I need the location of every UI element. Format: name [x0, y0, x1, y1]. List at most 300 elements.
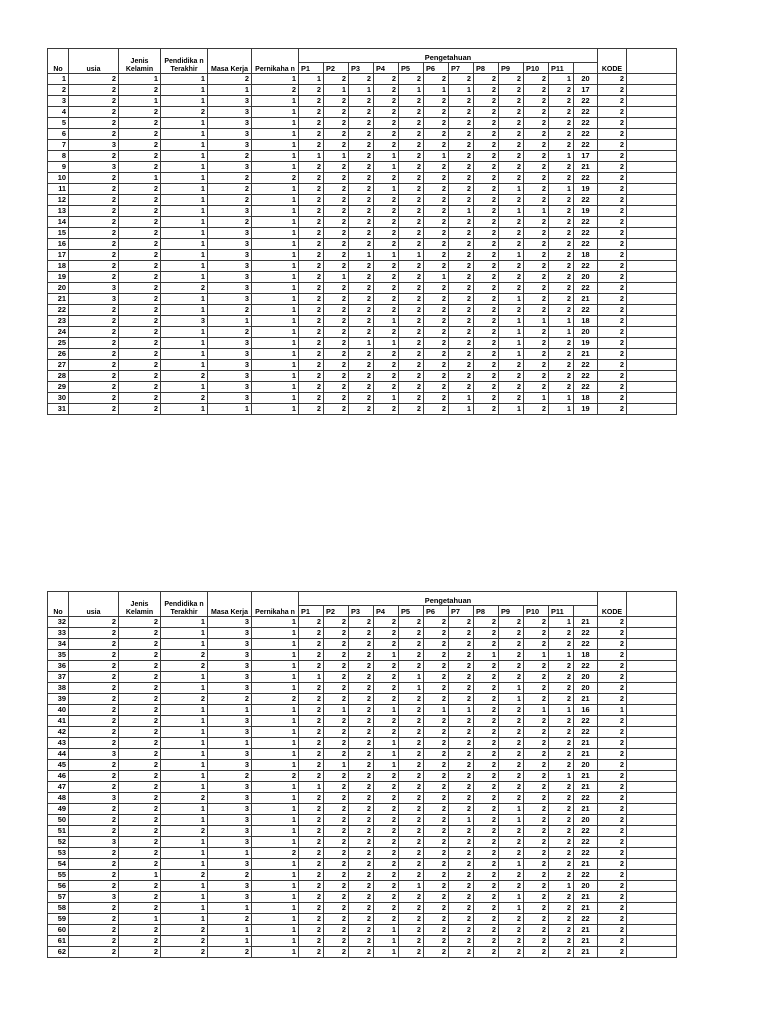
cell-p9: 1 [499, 903, 524, 914]
cell-p1: 1 [299, 782, 324, 793]
cell-p5: 2 [399, 96, 424, 107]
cell-p6: 2 [424, 694, 449, 705]
cell-total: 22 [574, 661, 598, 672]
cell-p7: 2 [449, 936, 474, 947]
cell-p7: 2 [449, 140, 474, 151]
cell-usia: 2 [69, 85, 119, 96]
cell-p10: 2 [524, 283, 549, 294]
cell-jenis-kelamin: 2 [119, 239, 161, 250]
cell-p6: 2 [424, 628, 449, 639]
cell-masa-kerja: 3 [208, 650, 252, 661]
cell-no: 54 [48, 859, 69, 870]
cell-masa-kerja: 3 [208, 140, 252, 151]
cell-p5: 2 [399, 694, 424, 705]
cell-pendidikan: 1 [161, 250, 208, 261]
cell-jenis-kelamin: 2 [119, 217, 161, 228]
cell-p11: 2 [549, 129, 574, 140]
cell-kode: 2 [598, 74, 627, 85]
table-row [48, 727, 677, 738]
cell-total: 21 [574, 694, 598, 705]
cell-p8: 2 [474, 382, 499, 393]
cell-p11: 2 [549, 870, 574, 881]
cell-p2: 2 [324, 349, 349, 360]
cell-p11: 2 [549, 338, 574, 349]
cell-p6: 2 [424, 129, 449, 140]
cell-p4: 2 [374, 305, 399, 316]
cell-total: 20 [574, 74, 598, 85]
cell-p2: 2 [324, 206, 349, 217]
header-item-p5: P5 [399, 606, 424, 617]
cell-p1: 2 [299, 837, 324, 848]
cell-p4: 2 [374, 85, 399, 96]
cell-p9: 2 [499, 239, 524, 250]
cell-p6: 2 [424, 804, 449, 815]
cell-p2: 2 [324, 848, 349, 859]
cell-masa-kerja: 3 [208, 617, 252, 628]
cell-p5: 2 [399, 639, 424, 650]
cell-p3: 2 [349, 639, 374, 650]
cell-p2: 2 [324, 250, 349, 261]
cell-jenis-kelamin: 2 [119, 305, 161, 316]
cell-blank [627, 228, 677, 239]
cell-p1: 2 [299, 793, 324, 804]
cell-pendidikan: 2 [161, 826, 208, 837]
cell-p1: 2 [299, 305, 324, 316]
data-table-2 [47, 591, 677, 958]
header-jenis-kelamin: Jenis Kelamin [119, 592, 161, 617]
cell-no: 15 [48, 228, 69, 239]
cell-p11: 2 [549, 936, 574, 947]
cell-p4: 2 [374, 217, 399, 228]
cell-p3: 2 [349, 661, 374, 672]
cell-p4: 2 [374, 892, 399, 903]
cell-pendidikan: 1 [161, 705, 208, 716]
cell-total: 21 [574, 162, 598, 173]
cell-p9: 2 [499, 925, 524, 936]
cell-blank [627, 151, 677, 162]
cell-blank [627, 859, 677, 870]
cell-jenis-kelamin: 2 [119, 617, 161, 628]
cell-kode: 2 [598, 250, 627, 261]
cell-p11: 1 [549, 650, 574, 661]
cell-p1: 2 [299, 272, 324, 283]
cell-jenis-kelamin: 1 [119, 74, 161, 85]
cell-p6: 1 [424, 272, 449, 283]
cell-p3: 2 [349, 349, 374, 360]
cell-p4: 2 [374, 881, 399, 892]
cell-kode: 2 [598, 672, 627, 683]
cell-pernikahan: 1 [252, 837, 299, 848]
cell-p5: 2 [399, 716, 424, 727]
cell-p7: 2 [449, 338, 474, 349]
header-pernikahan: Pernikaha n [252, 592, 299, 617]
cell-p3: 2 [349, 140, 374, 151]
header-total [574, 606, 598, 617]
cell-blank [627, 305, 677, 316]
cell-p6: 2 [424, 96, 449, 107]
cell-p2: 2 [324, 404, 349, 415]
cell-p10: 2 [524, 661, 549, 672]
cell-p1: 2 [299, 239, 324, 250]
cell-p6: 2 [424, 617, 449, 628]
cell-no: 2 [48, 85, 69, 96]
cell-blank [627, 294, 677, 305]
cell-p11: 2 [549, 195, 574, 206]
cell-p10: 2 [524, 184, 549, 195]
cell-p2: 2 [324, 118, 349, 129]
cell-blank [627, 903, 677, 914]
cell-p11: 1 [549, 327, 574, 338]
table-row [48, 826, 677, 837]
cell-kode: 2 [598, 360, 627, 371]
cell-p4: 1 [374, 947, 399, 958]
table-row [48, 360, 677, 371]
header-item-p3: P3 [349, 63, 374, 74]
cell-p1: 2 [299, 738, 324, 749]
cell-p6: 2 [424, 793, 449, 804]
cell-p1: 2 [299, 184, 324, 195]
cell-pendidikan: 1 [161, 195, 208, 206]
header-item-p10: P10 [524, 63, 549, 74]
table-row [48, 151, 677, 162]
header-blank [627, 592, 677, 617]
cell-p6: 2 [424, 404, 449, 415]
cell-p8: 2 [474, 85, 499, 96]
cell-p9: 2 [499, 771, 524, 782]
cell-no: 47 [48, 782, 69, 793]
cell-p4: 2 [374, 349, 399, 360]
cell-blank [627, 338, 677, 349]
table-row [48, 859, 677, 870]
cell-p4: 1 [374, 338, 399, 349]
cell-jenis-kelamin: 2 [119, 892, 161, 903]
cell-jenis-kelamin: 2 [119, 716, 161, 727]
cell-pendidikan: 1 [161, 228, 208, 239]
cell-p9: 2 [499, 272, 524, 283]
cell-total: 22 [574, 639, 598, 650]
cell-total: 22 [574, 118, 598, 129]
cell-p3: 2 [349, 848, 374, 859]
cell-no: 12 [48, 195, 69, 206]
cell-masa-kerja: 1 [208, 925, 252, 936]
cell-p4: 2 [374, 173, 399, 184]
cell-p5: 2 [399, 184, 424, 195]
cell-p6: 2 [424, 848, 449, 859]
cell-usia: 2 [69, 947, 119, 958]
cell-masa-kerja: 1 [208, 316, 252, 327]
cell-usia: 2 [69, 272, 119, 283]
cell-p1: 2 [299, 661, 324, 672]
cell-p6: 2 [424, 349, 449, 360]
cell-pendidikan: 1 [161, 639, 208, 650]
cell-pendidikan: 1 [161, 892, 208, 903]
table-row [48, 250, 677, 261]
cell-kode: 2 [598, 639, 627, 650]
cell-p4: 2 [374, 382, 399, 393]
cell-p1: 2 [299, 349, 324, 360]
cell-no: 5 [48, 118, 69, 129]
cell-p5: 2 [399, 360, 424, 371]
table-row [48, 947, 677, 958]
cell-pendidikan: 1 [161, 118, 208, 129]
cell-p7: 2 [449, 661, 474, 672]
cell-usia: 2 [69, 738, 119, 749]
cell-total: 22 [574, 173, 598, 184]
cell-p2: 2 [324, 804, 349, 815]
header-pernikahan: Pernikaha n [252, 49, 299, 74]
cell-p9: 2 [499, 382, 524, 393]
cell-p6: 2 [424, 947, 449, 958]
cell-blank [627, 705, 677, 716]
cell-p11: 2 [549, 239, 574, 250]
cell-no: 61 [48, 936, 69, 947]
cell-p11: 2 [549, 661, 574, 672]
cell-kode: 2 [598, 628, 627, 639]
cell-p3: 2 [349, 771, 374, 782]
cell-p5: 2 [399, 903, 424, 914]
cell-pendidikan: 1 [161, 672, 208, 683]
cell-pendidikan: 1 [161, 848, 208, 859]
cell-p5: 2 [399, 837, 424, 848]
cell-p4: 1 [374, 162, 399, 173]
cell-jenis-kelamin: 2 [119, 650, 161, 661]
cell-pendidikan: 2 [161, 870, 208, 881]
cell-usia: 2 [69, 661, 119, 672]
cell-p7: 2 [449, 96, 474, 107]
cell-p2: 2 [324, 327, 349, 338]
cell-p3: 2 [349, 327, 374, 338]
cell-p2: 2 [324, 859, 349, 870]
cell-usia: 2 [69, 881, 119, 892]
cell-usia: 2 [69, 228, 119, 239]
cell-p2: 1 [324, 760, 349, 771]
cell-jenis-kelamin: 2 [119, 859, 161, 870]
cell-p10: 2 [524, 749, 549, 760]
cell-p5: 2 [399, 859, 424, 870]
table-row [48, 804, 677, 815]
header-item-p11: P11 [549, 606, 574, 617]
cell-total: 22 [574, 848, 598, 859]
cell-pernikahan: 1 [252, 815, 299, 826]
cell-p7: 2 [449, 683, 474, 694]
cell-p4: 1 [374, 705, 399, 716]
cell-p3: 2 [349, 382, 374, 393]
cell-p10: 2 [524, 815, 549, 826]
cell-p3: 2 [349, 815, 374, 826]
cell-no: 32 [48, 617, 69, 628]
cell-masa-kerja: 3 [208, 639, 252, 650]
cell-p9: 1 [499, 206, 524, 217]
cell-pendidikan: 1 [161, 294, 208, 305]
cell-kode: 2 [598, 804, 627, 815]
cell-pernikahan: 1 [252, 162, 299, 173]
cell-kode: 2 [598, 903, 627, 914]
cell-kode: 2 [598, 716, 627, 727]
cell-jenis-kelamin: 2 [119, 683, 161, 694]
cell-blank [627, 650, 677, 661]
cell-p3: 2 [349, 914, 374, 925]
cell-p7: 2 [449, 74, 474, 85]
cell-p10: 2 [524, 96, 549, 107]
cell-p5: 2 [399, 382, 424, 393]
cell-p6: 2 [424, 239, 449, 250]
cell-blank [627, 173, 677, 184]
cell-p4: 2 [374, 261, 399, 272]
cell-p7: 2 [449, 360, 474, 371]
cell-p7: 2 [449, 382, 474, 393]
cell-p2: 1 [324, 151, 349, 162]
cell-p8: 2 [474, 628, 499, 639]
cell-p6: 2 [424, 639, 449, 650]
cell-total: 22 [574, 826, 598, 837]
cell-kode: 1 [598, 705, 627, 716]
cell-p2: 2 [324, 184, 349, 195]
cell-usia: 2 [69, 848, 119, 859]
cell-pendidikan: 1 [161, 217, 208, 228]
cell-p2: 2 [324, 96, 349, 107]
cell-p4: 2 [374, 837, 399, 848]
cell-blank [627, 881, 677, 892]
cell-total: 18 [574, 650, 598, 661]
cell-pernikahan: 1 [252, 804, 299, 815]
cell-p4: 2 [374, 206, 399, 217]
cell-pendidikan: 1 [161, 162, 208, 173]
header-pendidikan: Pendidika n Terakhir [161, 592, 208, 617]
cell-pendidikan: 1 [161, 837, 208, 848]
cell-no: 44 [48, 749, 69, 760]
cell-p5: 2 [399, 661, 424, 672]
cell-p2: 2 [324, 239, 349, 250]
cell-p5: 2 [399, 936, 424, 947]
cell-p8: 2 [474, 217, 499, 228]
cell-p8: 2 [474, 74, 499, 85]
cell-kode: 2 [598, 327, 627, 338]
cell-masa-kerja: 3 [208, 881, 252, 892]
cell-p10: 2 [524, 382, 549, 393]
cell-jenis-kelamin: 2 [119, 327, 161, 338]
cell-masa-kerja: 3 [208, 826, 252, 837]
cell-p5: 2 [399, 404, 424, 415]
cell-p2: 2 [324, 837, 349, 848]
cell-p5: 2 [399, 162, 424, 173]
cell-usia: 2 [69, 914, 119, 925]
cell-p1: 2 [299, 217, 324, 228]
cell-p7: 2 [449, 925, 474, 936]
cell-p10: 1 [524, 705, 549, 716]
cell-pernikahan: 1 [252, 892, 299, 903]
cell-p2: 2 [324, 936, 349, 947]
cell-p8: 2 [474, 305, 499, 316]
cell-p5: 2 [399, 283, 424, 294]
cell-p4: 1 [374, 936, 399, 947]
cell-p9: 1 [499, 404, 524, 415]
cell-p4: 2 [374, 107, 399, 118]
header-item-p9: P9 [499, 63, 524, 74]
cell-p7: 2 [449, 903, 474, 914]
cell-p6: 2 [424, 782, 449, 793]
cell-no: 40 [48, 705, 69, 716]
cell-p11: 2 [549, 272, 574, 283]
cell-kode: 2 [598, 195, 627, 206]
cell-p11: 2 [549, 848, 574, 859]
cell-p10: 2 [524, 294, 549, 305]
cell-p8: 2 [474, 617, 499, 628]
cell-p2: 2 [324, 947, 349, 958]
cell-p5: 2 [399, 947, 424, 958]
cell-p9: 2 [499, 305, 524, 316]
cell-p4: 2 [374, 914, 399, 925]
cell-p3: 2 [349, 903, 374, 914]
cell-kode: 2 [598, 881, 627, 892]
cell-p11: 2 [549, 371, 574, 382]
cell-p7: 2 [449, 727, 474, 738]
cell-jenis-kelamin: 2 [119, 848, 161, 859]
cell-p3: 2 [349, 206, 374, 217]
cell-pendidikan: 2 [161, 283, 208, 294]
cell-usia: 2 [69, 316, 119, 327]
cell-p5: 2 [399, 393, 424, 404]
cell-p2: 2 [324, 826, 349, 837]
cell-p6: 2 [424, 206, 449, 217]
cell-kode: 2 [598, 749, 627, 760]
cell-p10: 2 [524, 936, 549, 947]
cell-no: 57 [48, 892, 69, 903]
cell-p6: 2 [424, 316, 449, 327]
cell-pernikahan: 1 [252, 118, 299, 129]
cell-p7: 2 [449, 892, 474, 903]
cell-p10: 2 [524, 694, 549, 705]
cell-blank [627, 815, 677, 826]
cell-pendidikan: 1 [161, 628, 208, 639]
cell-p6: 2 [424, 859, 449, 870]
cell-p6: 2 [424, 74, 449, 85]
cell-p7: 2 [449, 793, 474, 804]
header-usia: usia [69, 592, 119, 617]
cell-usia: 2 [69, 639, 119, 650]
cell-no: 4 [48, 107, 69, 118]
cell-masa-kerja: 2 [208, 217, 252, 228]
cell-p6: 2 [424, 815, 449, 826]
cell-p9: 2 [499, 947, 524, 958]
cell-masa-kerja: 1 [208, 738, 252, 749]
cell-p9: 2 [499, 881, 524, 892]
cell-p1: 2 [299, 206, 324, 217]
cell-pendidikan: 1 [161, 382, 208, 393]
header-pendidikan: Pendidika n Terakhir [161, 49, 208, 74]
cell-pendidikan: 1 [161, 716, 208, 727]
cell-p1: 2 [299, 140, 324, 151]
cell-pendidikan: 1 [161, 881, 208, 892]
table-row [48, 228, 677, 239]
cell-p1: 2 [299, 338, 324, 349]
cell-masa-kerja: 3 [208, 716, 252, 727]
cell-kode: 2 [598, 859, 627, 870]
cell-usia: 2 [69, 870, 119, 881]
cell-p5: 2 [399, 892, 424, 903]
cell-pendidikan: 2 [161, 925, 208, 936]
cell-p7: 2 [449, 151, 474, 162]
cell-usia: 2 [69, 859, 119, 870]
cell-total: 21 [574, 749, 598, 760]
header-no: No [48, 49, 69, 74]
cell-p6: 1 [424, 85, 449, 96]
cell-kode: 2 [598, 184, 627, 195]
cell-masa-kerja: 1 [208, 404, 252, 415]
cell-p3: 2 [349, 837, 374, 848]
cell-p11: 2 [549, 837, 574, 848]
cell-p5: 2 [399, 782, 424, 793]
cell-p11: 2 [549, 914, 574, 925]
